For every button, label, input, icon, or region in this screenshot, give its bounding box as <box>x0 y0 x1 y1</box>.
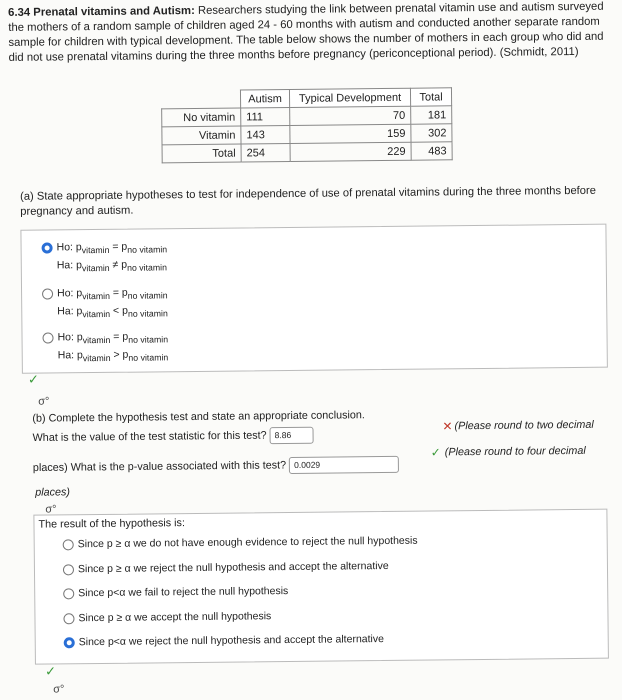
cell: 302 <box>411 124 452 142</box>
cell: 229 <box>290 142 411 161</box>
col-header-typical: Typical Development <box>289 88 410 107</box>
table-row <box>162 142 452 163</box>
cell: 111 <box>241 107 290 126</box>
p-value-input[interactable]: 0.0029 <box>289 456 399 474</box>
part-b-result-box <box>33 509 609 665</box>
pvalue-question: places) What is the p-value associated with this test? <box>32 459 287 475</box>
stat-question-line <box>33 427 314 447</box>
stat-question: What is the value of the test statistic for this test? <box>32 429 267 445</box>
pvalue-question-line <box>33 456 399 477</box>
check-icon: ✓ <box>27 371 39 387</box>
cell: 159 <box>290 124 411 143</box>
test-statistic-input[interactable]: 8.86 <box>270 427 314 444</box>
places-tail: places) <box>35 486 71 499</box>
check-icon: ✓ <box>44 663 57 679</box>
result-option-2[interactable]: Since p ≥ α we reject the null hypothesis and accept the alternative <box>63 559 389 577</box>
cell: 70 <box>290 106 411 125</box>
radio-unselected[interactable] <box>63 588 74 599</box>
radio-unselected[interactable] <box>42 332 53 343</box>
result-option-4[interactable]: Since p ≥ α we accept the null hypothesis <box>63 609 271 626</box>
result-label: The result of the hypothesis is: <box>38 517 185 531</box>
result-option-1[interactable]: Since p ≥ α we do not have enough evidence to reject the null hypothesis <box>63 534 418 553</box>
radio-unselected[interactable] <box>63 613 74 624</box>
radio-selected[interactable] <box>64 637 75 648</box>
col-header-total: Total <box>410 88 451 106</box>
sigma-icon[interactable]: σ° <box>45 503 57 516</box>
part-a-question: (a) State appropriate hypotheses to test for independence of use of prenatal vitamins during the three months before pregnancy and autism. <box>19 184 596 218</box>
incorrect-icon: ✕ <box>442 419 453 434</box>
problem-title: 6.34 Prenatal vitamins and Autism: <box>8 4 195 19</box>
pvalue-round-note: (Please round to four decimal <box>444 444 586 459</box>
part-a-answer-box <box>20 224 607 374</box>
row-label: Total <box>162 144 241 163</box>
sigma-icon[interactable]: σ° <box>53 683 65 696</box>
hypothesis-option-2[interactable]: Ho: $p_{vitamin} = p_{no vitamin}$ Ha: $p_{vitamin} < p_{no vitamin}$ <box>42 285 168 323</box>
cell: 143 <box>241 125 290 144</box>
radio-unselected[interactable] <box>63 539 74 550</box>
result-option-5[interactable]: Since p<α we reject the null hypothesis and accept the alternative <box>64 632 384 650</box>
cell: 181 <box>411 106 452 124</box>
stat-round-note: (Please round to two decimal <box>454 418 594 433</box>
radio-selected[interactable] <box>42 242 53 253</box>
problem-statement <box>8 0 609 66</box>
result-option-3[interactable]: Since p<α we fail to reject the null hypothesis <box>63 584 288 601</box>
hypothesis-option-1[interactable]: Ho: $p_{vitamin} = p_{no vitamin}$ Ha: $p_{vitamin} \ne p_{no vitamin}$ <box>42 239 168 277</box>
row-label: No vitamin <box>162 108 241 127</box>
cell: 483 <box>411 142 452 160</box>
cell: 254 <box>241 143 290 162</box>
problem-text: Researchers studying the link between prenatal vitamin use and autism surveyed the mothers of a random sample of children aged 24 - 60 months with autism and conducted another separate random sample for children with typical development. The table below shows the number of mothers in each group who did and did not use prenatal vitamins during the three months before pregnancy (periconceptional period). (Schmidt, 2011) <box>8 0 604 64</box>
correct-icon: ✓ <box>430 445 441 460</box>
hypothesis-option-3[interactable]: Ho: $p_{vitamin} = p_{no vitamin}$ Ha: $p_{vitamin} > p_{no vitamin}$ <box>42 329 168 367</box>
contingency-table <box>161 87 453 163</box>
radio-unselected[interactable] <box>42 288 53 299</box>
radio-unselected[interactable] <box>63 564 74 575</box>
sigma-icon[interactable]: σ° <box>38 395 50 408</box>
row-label: Vitamin <box>162 126 241 145</box>
col-header-autism: Autism <box>240 89 289 108</box>
part-b-heading: (b) Complete the hypothesis test and state an appropriate conclusion. <box>32 409 365 425</box>
